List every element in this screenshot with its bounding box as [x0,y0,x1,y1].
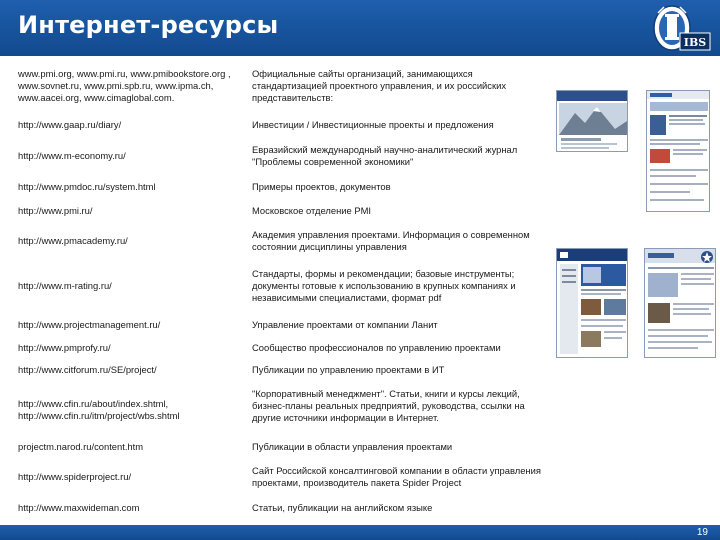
page-number: 19 [696,527,708,538]
resource-url[interactable]: http://www.pmacademy.ru/ [18,235,128,246]
page-title: Интернет-ресурсы [18,11,279,39]
resource-description: Сообщество профессионалов по управлению проектами [252,342,501,353]
resource-description: Статьи, публикации на английском языке [252,502,433,513]
resource-url[interactable]: http://www.projectmanagement.ru/ [18,319,161,330]
website-thumbnail [556,90,628,152]
resource-url[interactable]: http://www.pmdoc.ru/system.html [18,181,156,192]
resource-description: Академия управления проектами. Информация о современном состоянии дисциплины управления [252,229,530,253]
logo-text: IBS [683,36,707,49]
resource-url[interactable]: http://www.pmi.ru/ [18,205,93,216]
resource-description: Управление проектами от компании Ланит [252,319,438,330]
resource-url[interactable]: projectm.narod.ru/content.htm [18,441,144,452]
resource-url[interactable]: http://www.spiderproject.ru/ [18,471,132,482]
resource-url[interactable]: http://www.cfin.ru/about/index.shtml, http://www.cfin.ru/itm/project/wbs.shtml [18,398,180,422]
resource-description: Московское отделение PMI [252,205,371,216]
university-logo-icon [650,3,712,55]
footer-bar [0,525,720,540]
resource-url[interactable]: http://www.m-rating.ru/ [18,280,112,291]
website-thumbnail [556,248,628,358]
resource-description: Евразийский международный научно-аналитический журнал "Проблемы современной экономики" [252,144,518,168]
resource-description: "Корпоративный менеджмент". Статьи, книги и курсы лекций, бизнес-планы реальных предприятий, руководства, ссылки на другие источники информации в Интернет. [252,388,525,424]
website-thumbnail [644,248,716,358]
resource-url[interactable]: http://www.pmprofy.ru/ [18,342,111,353]
resource-description: Стандарты, формы и рекомендации; базовые инструменты; документы готовые к использованию в крупных компаниях и независимыми специалистами, формат pdf [252,268,516,304]
website-thumbnail [646,90,710,212]
resource-description: Публикации в области управления проектами [252,441,453,452]
title-bar [0,0,720,56]
resource-url[interactable]: http://www.m-economy.ru/ [18,150,126,161]
resource-url[interactable]: http://www.gaap.ru/diary/ [18,119,122,130]
resource-description: Примеры проектов, документов [252,181,391,192]
resource-url[interactable]: http://www.citforum.ru/SE/project/ [18,364,157,375]
resource-description: Официальные сайты организаций, занимающихся стандартизацией проектного управления, и их российских представительств: [252,68,507,104]
resource-description: Инвестиции / Инвестиционные проекты и предложения [252,119,494,130]
website-screenshots [556,60,720,360]
resource-description: Публикации по управлению проектами в ИТ [252,364,445,375]
resource-url[interactable]: http://www.maxwideman.com [18,502,140,513]
resource-url[interactable]: www.pmi.org, www.pmi.ru, www.pmibookstore.org , www.sovnet.ru, www.pmi.spb.ru, www.ipma.ch, www.aacei.org, www.cimaglobal.com. [18,68,231,104]
resource-description: Сайт Российской консалтинговой компании в области управления проектами, производитель пакета Spider Project [252,465,541,489]
